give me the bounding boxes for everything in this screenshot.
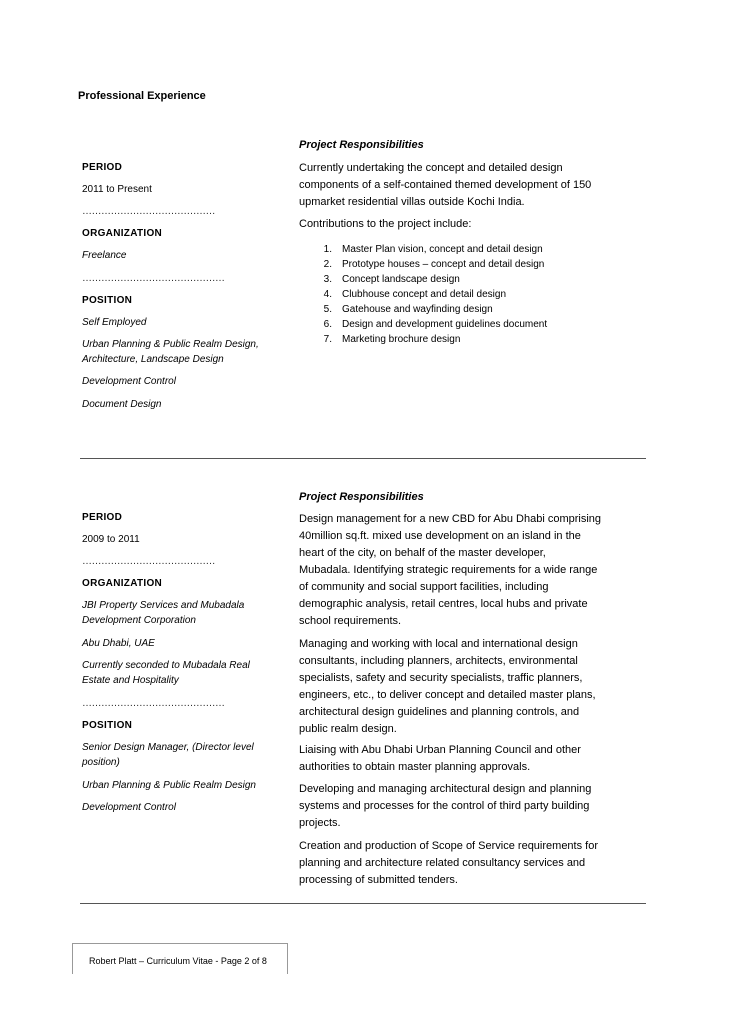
organization-label: ORGANIZATION [82,228,163,239]
responsibility-line: Currently undertaking the concept and detailed design [299,162,563,174]
paragraph-line: specialists, safety and security specialists, traffic planners, [299,672,583,684]
paragraph-line: Liaising with Abu Dhabi Urban Planning Council and other [299,744,581,756]
paragraph-line: engineers, etc., to deliver concept and detailed master plans, [299,689,596,701]
position-value: Self Employed [82,317,147,328]
separator: …………………………………… [82,556,215,567]
position-value: Senior Design Manager, (Director level [82,742,254,753]
secondment-value: Currently seconded to Mubadala Real [82,660,250,671]
section-heading: Professional Experience [78,90,206,102]
paragraph-line: heart of the city, on behalf of the master developer, [299,547,546,559]
organization-value: Freelance [82,250,127,261]
responsibility-line: upmarket residential villas outside Kochi India. [299,196,525,208]
responsibilities-label: Project Responsibilities [299,491,424,503]
position-value: Urban Planning & Public Realm Design, [82,339,259,350]
position-value: position) [82,757,120,768]
responsibility-line: components of a self-contained themed development of 150 [299,179,592,191]
responsibilities-label: Project Responsibilities [299,139,424,151]
separator: …………………………………… [82,206,215,217]
section-divider [80,903,646,904]
period-label: PERIOD [82,162,123,173]
section-divider [80,458,646,459]
paragraph-line: demographic analysis, retail centres, local hubs and private [299,598,588,610]
paragraph-line: 40million sq.ft. mixed use development on an island in the [299,530,581,542]
position-value: Development Control [82,376,176,387]
role-value: Development Control [82,802,176,813]
paragraph-line: Design management for a new CBD for Abu Dhabi comprising [299,513,602,525]
footer-text: Robert Platt – Curriculum Vitae - Page 2 of 8 [89,956,267,966]
organization-value: Development Corporation [82,615,196,626]
position-value: Architecture, Landscape Design [82,354,224,365]
period-value: 2009 to 2011 [82,534,140,545]
paragraph-line: Creation and production of Scope of Service requirements for [299,840,598,852]
separator: ……………………………………… [82,698,225,709]
contributions-intro: Contributions to the project include: [299,218,472,230]
period-value: 2011 to Present [82,184,152,195]
paragraph-line: school requirements. [299,615,402,627]
organization-label: ORGANIZATION [82,578,163,589]
paragraph-line: public realm design. [299,723,397,735]
paragraph-line: Mubadala. Identifying strategic requirements for a wide range [299,564,598,576]
paragraph-line: architectural design guidelines and planning controls, and [299,706,580,718]
paragraph-line: Developing and managing architectural design and planning [299,783,592,795]
paragraph-line: authorities to obtain master planning approvals. [299,761,531,773]
paragraph-line: projects. [299,817,341,829]
paragraph-line: planning and architecture related consultancy services and [299,857,586,869]
page-footer [72,943,288,974]
paragraph-line: Managing and working with local and international design [299,638,578,650]
location-value: Abu Dhabi, UAE [82,638,155,649]
separator: ……………………………………… [82,273,225,284]
paragraph-line: consultants, including planners, architects, environmental [299,655,578,667]
position-label: POSITION [82,295,133,306]
role-value: Urban Planning & Public Realm Design [82,780,256,791]
period-label: PERIOD [82,512,123,523]
secondment-value: Estate and Hospitality [82,675,179,686]
position-label: POSITION [82,720,133,731]
paragraph-line: of community and social support facilities, including [299,581,549,593]
organization-value: JBI Property Services and Mubadala [82,600,245,611]
paragraph-line: systems and processes for the control of third party building [299,800,590,812]
paragraph-line: processing of submitted tenders. [299,874,458,886]
position-value: Document Design [82,399,162,410]
